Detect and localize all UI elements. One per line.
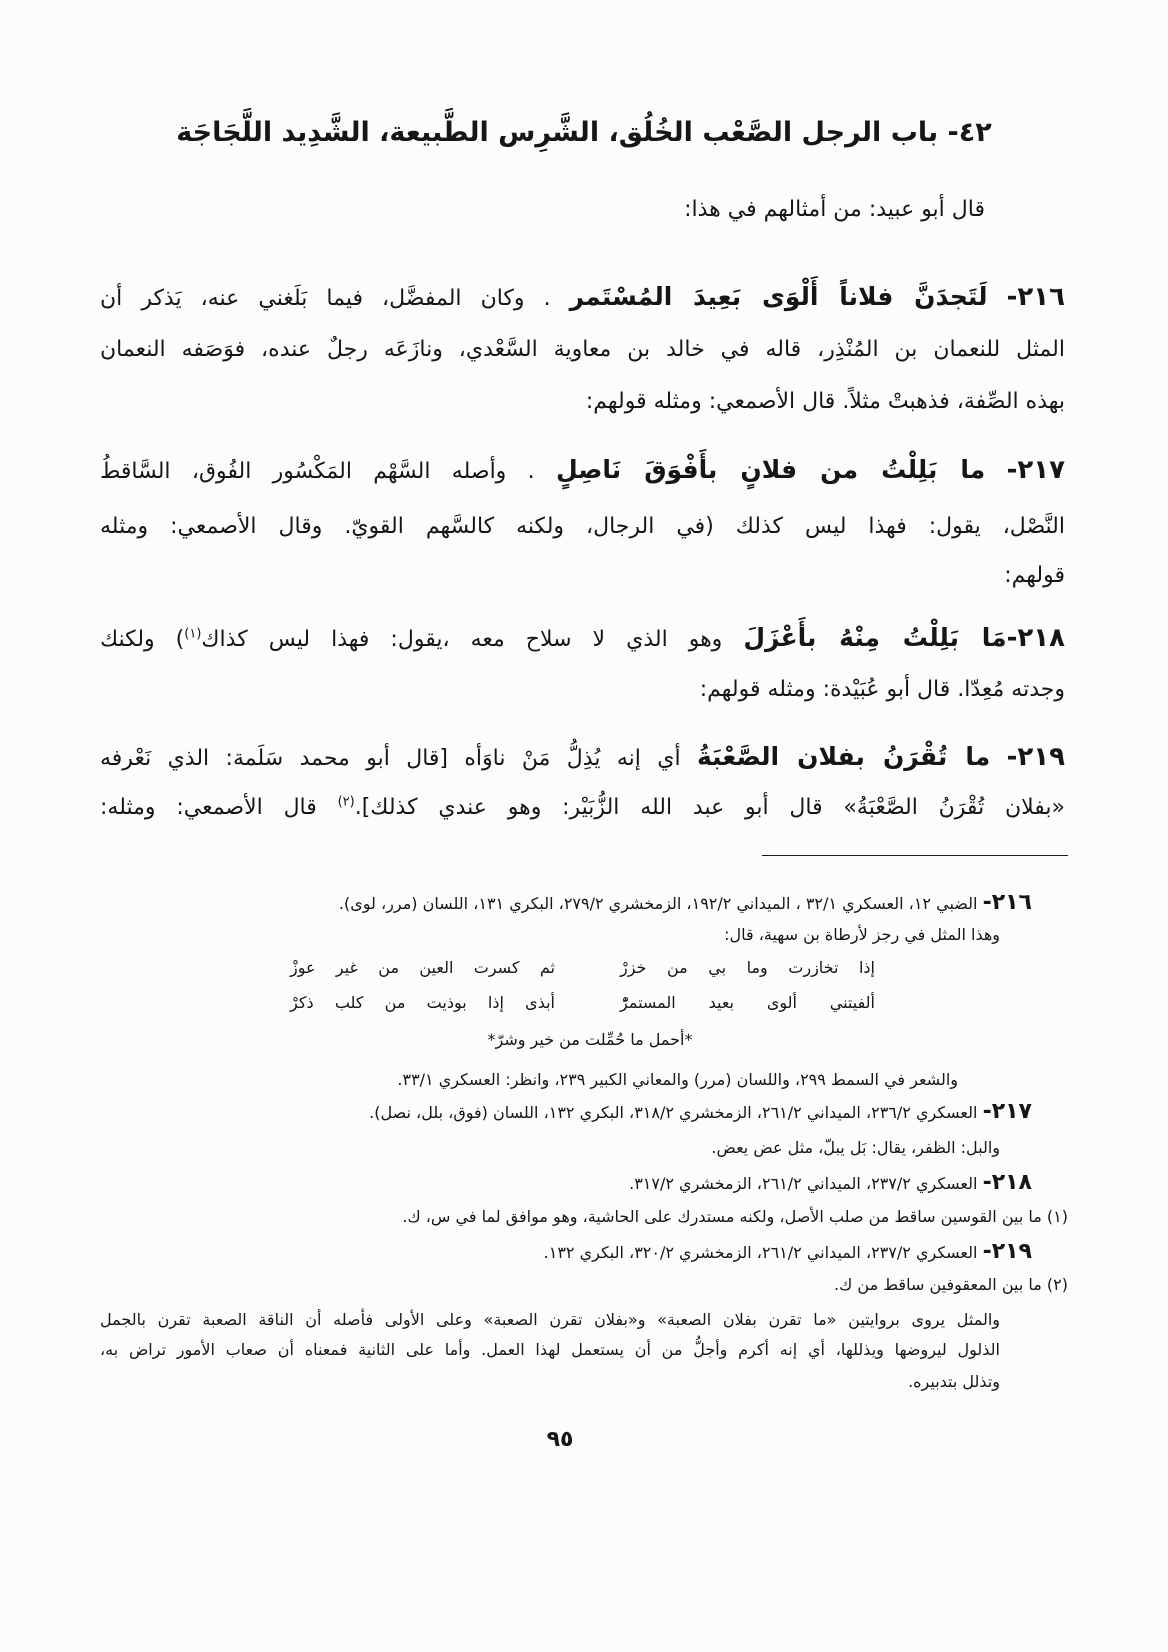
proverb: مَا بَلِلْتُ مِنْهُ بأَعْزَلَ: [743, 623, 1007, 652]
footnote-216-note: وهذا المثل في رجز لأرطاة بن سهية، قال:: [724, 925, 1000, 944]
entry-217-line-2: النَّصْل، يقول: فهذا ليس كذلك (في الرجال، ولكنه كالسَّهم القويّ. وقال الأصمعي: ومثله: [100, 514, 1065, 539]
entry-216-line-3: بهذه الصِّفة، فذهبتْ مثلاً. قال الأصمعي: ومثله قولهم:: [585, 389, 1065, 414]
footnote-text: الضبي ١٢، العسكري ٣٢/١ ، الميداني ١٩٢/٢، الزمخشري ٢٧٩/٢، البكري ١٣١، اللسان (مرر، لوى).: [338, 894, 978, 913]
footnote-separator: [762, 855, 1068, 856]
footnote-218: [629, 1168, 1032, 1199]
footnote-marker: (٢): [337, 794, 355, 810]
footnote-217-note: والبل: الظفر، يقال: بَل يبلّ، مثل عض يعض.: [711, 1138, 1000, 1157]
verse-1-second-hemistich: ثم كسرت العين من غير عوزْ: [290, 958, 555, 977]
footnote-number: ٢١٨-: [982, 1170, 1032, 1195]
entry-216-line-1: [100, 277, 1065, 319]
entry-217-line-3: قولهم:: [1004, 563, 1065, 588]
footnote-number: ٢١٧-: [982, 1099, 1032, 1124]
entry-number: ٢١٩-: [1006, 742, 1065, 772]
intro-line: قال أبو عبيد: من أمثالهم في هذا:: [684, 197, 985, 222]
footnote-note-1: (١) ما بين القوسين ساقط من صلب الأصل، ولكنه مستدرك على الحاشية، وهو موافق لما في س، ك.: [402, 1207, 1068, 1226]
footnote-216: [339, 888, 1032, 919]
footnote-219-note-line-1: والمثل يروى بروايتين «ما تقرن بفلان الصعبة» و«بفلان تقرن الصعبة» وعلى الأولى فأصله أن الناقة الصعبة تقرن بالجمل: [100, 1310, 1000, 1329]
entry-text: . وكان المفضَّل، فيما بَلَغني عنه، يَذكر أن: [100, 286, 551, 311]
verse-single: *أحمل ما حُمِّلت من خير وشرّ*: [487, 1030, 693, 1049]
verse-1-first-hemistich: إذا تخازرت وما بي من خزرْ: [620, 958, 875, 977]
verse-2-second-hemistich: أبذى إذا بوذيت من كلب ذكرْ: [290, 993, 555, 1012]
entry-text: أي إنه يُذِلُّ مَنْ ناوَأه [قال أبو محمد سَلَمة: الذي نَعْرفه: [100, 746, 681, 771]
footnote-marker: (١): [184, 626, 202, 642]
footnote-number: ٢١٩-: [982, 1239, 1032, 1264]
chapter-title: ٤٢- باب الرجل الصَّعْب الخُلُق، الشَّرِس الطَّبيعة، الشَّدِيد اللَّجَاجَة: [176, 117, 992, 148]
footnote-216-source: والشعر في السمط ٢٩٩، واللسان (مرر) والمعاني الكبير ٢٣٩، وانظر: العسكري ٣٣/١.: [397, 1070, 958, 1089]
footnote-text: العسكري ٢٣٧/٢، الميداني ٢٦١/٢، الزمخشري ٣١٧/٢.: [629, 1174, 978, 1193]
entry-218-line-2: وجدته مُعِدّا. قال أبو عُبَيْدة: ومثله قولهم:: [699, 677, 1065, 702]
footnote-number: ٢١٦-: [982, 890, 1032, 915]
entry-text: . وأصله السَّهْم المَكْسُور الفُوق، السَّاقطُ: [100, 459, 535, 484]
page-number: ٩٥: [546, 1427, 574, 1452]
footnote-note-2: (٢) ما بين المعقوفين ساقط من ك.: [834, 1275, 1068, 1294]
proverb: ما تُقْرَنُ بفلان الصَّعْبَةُ: [696, 742, 991, 771]
proverb: لَتَجدَنَّ فلاناً أَلْوَى بَعِيدَ المُسْتَمر: [569, 282, 988, 311]
entry-217-line-1: [100, 450, 1065, 492]
footnote-217: [369, 1097, 1032, 1128]
entry-text: «بفلان تُقْرَنُ الصَّعْبَةُ» قال أبو عبد الله الزُّبَيْر: وهو عندي كذلك].: [354, 795, 1065, 820]
footnote-text: العسكري ٢٣٧/٢، الميداني ٢٦١/٢، الزمخشري ٣٢٠/٢، البكري ١٣٢.: [543, 1243, 978, 1262]
entry-text-continued: ) ولكنك: [100, 627, 185, 652]
entry-219-line-1: [100, 737, 1065, 779]
proverb: ما بَلِلْتُ من فلانٍ بأَفْوَقَ نَاصِلٍ: [555, 455, 986, 484]
entry-number: ٢١٧-: [1006, 455, 1066, 485]
footnote-219: [544, 1237, 1032, 1268]
entry-219-line-2: [100, 788, 1065, 828]
footnote-219-note-line-3: وتذلل بتدبيره.: [908, 1372, 1000, 1391]
entry-218-line-1: [100, 618, 1065, 660]
entry-216-line-2: المثل للنعمان بن المُنْذِر، قاله في خالد بن معاوية السَّعْدي، ونازَعَه رجلٌ عنده، فوَصَفه النعمان: [100, 337, 1065, 362]
verse-2-first-hemistich: ألفيتني ألوى بعيد المستمرّْ: [620, 993, 875, 1012]
entry-text-continued: قال الأصمعي: ومثله:: [100, 795, 317, 820]
entry-number: ٢١٦-: [1006, 282, 1065, 312]
footnote-text: العسكري ٢٣٦/٢، الميداني ٢٦١/٢، الزمخشري ٣١٨/٢، البكري ١٣٢، اللسان (فوق، بلل، نصل).: [369, 1103, 978, 1122]
entry-number: ٢١٨-: [1006, 623, 1066, 653]
entry-text: وهو الذي لا سلاح معه ،يقول: فهذا ليس كذاك: [201, 627, 723, 652]
footnote-219-note-line-2: الذلول ليروضها ويذللها، أي إنه أكرم وأجلُّ من أن يستعمل لهذا العمل. وأما على الثانية فمعناه أن صعاب الأمور تراض به،: [100, 1340, 1000, 1359]
